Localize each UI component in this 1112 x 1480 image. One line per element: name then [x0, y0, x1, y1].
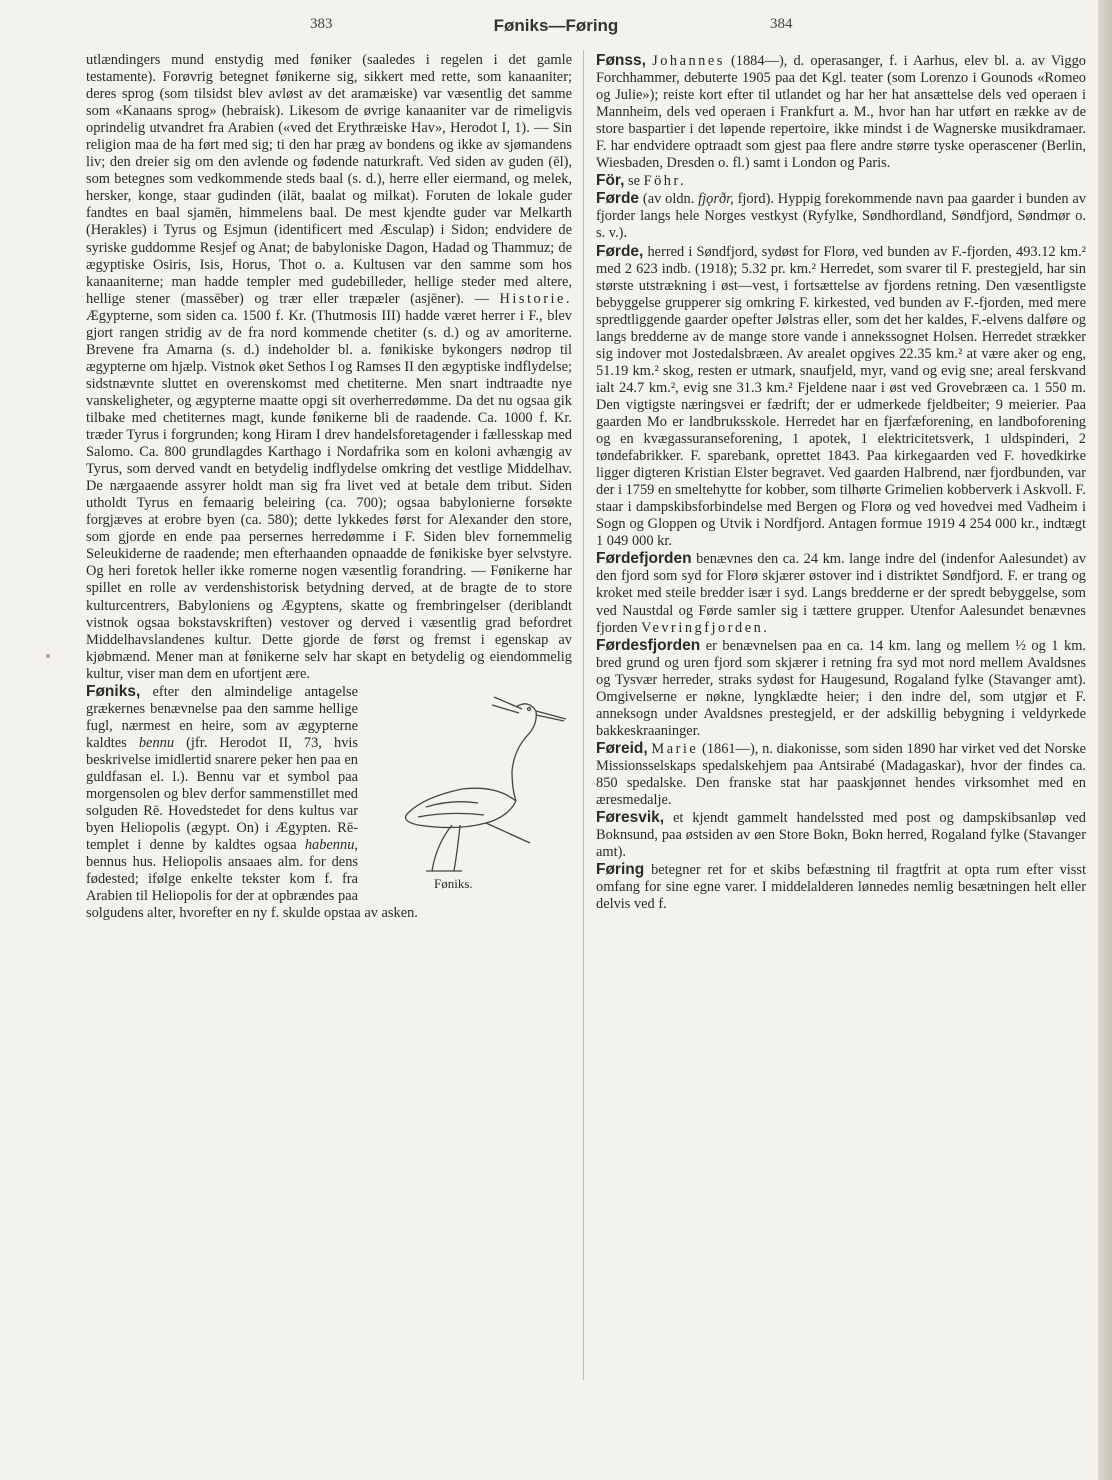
left-column [86, 52, 572, 922]
headword-foniks: Føniks, [86, 682, 141, 700]
historie-label: Historie. [499, 290, 572, 307]
entry-fordefjorden: Førdefjorden benævnes den ca. 24 km. lange indre del (indenfor Aalesundet) av den fjord som syd for Florø skjærer østover ind i distriktet Søndfjord. F. er trang og kroket med steile bredder især i syd. Langs bredderne er der spredt bebyggelse, som ved Naustdal og Førde samler sig i tættere grupper. Utenfor Aalesundet benævnes fjorden Vevringfjorden. [596, 550, 1086, 636]
figure-caption: Føniks. [434, 875, 473, 891]
column-divider [583, 50, 584, 1380]
headword-fordesfjorden: Førdesfjorden [596, 636, 701, 654]
headword-foreid: Føreid, [596, 739, 648, 757]
right-column [596, 52, 1086, 913]
page-title: Føniks—Føring [493, 16, 619, 35]
headword-foresvik: Føresvik, [596, 809, 665, 827]
entry-foresvik: Føresvik, et kjendt gammelt handelssted med post og dampskibsanløp ved Boknsund, paa østsiden av øen Store Bokn, Bokn herred, Rogaland fylke (Stavanger amt). [596, 809, 1086, 861]
entry-fordesfjorden: Førdesfjorden er benævnelsen paa en ca. 14 km. lang og mellem ½ og 1 km. bred grund og uren fjord som skjærer i retning fra syd mot nord mellem Avaldsnes og Tysvær herreder, straks sydøst for Haugesund, Rogaland fylke (Stavanger amt). Omgivelserne er nøkne, lyngklædte heier; i den indre del, som utgjør et F. anneksogn under Avaldsnes prestegjeld, er der adskillig bebygning i veldyrkede bakkeskraaninger. [596, 636, 1086, 739]
foniker-continuation: utlændingers mund enstydig med føniker (saaledes i regelen i det gamle testamente). Forøvrig betegnet fønikerne sig, sikkert med rette, som kanaaniter; deres sprog (som tilsidst blev avløst av det aramæiske) var væsentlig det samme som «Kanaans sprog» (hebraisk). Likesom de øvrige kanaaniter var de rimeligvis oprindelig utvandret fra Arabien («ved det Erythræiske Hav», Herodot I, 1). — Sin religion maa de ha ført med sig; ti den har præg av bondens og ikke av sjømandens liv; den dreier sig om den avlende og fødende naturkraft. Ved siden av guden (ēl), som betegnes som vedkommende steds baal (s. d.), herre eller eiermand, og melek, hersker, konge, staar gudinden (ilāt, baalat og milkat). Foruten de lokale guder fandtes en baal sjamēn, himmelens baal. De mest kjendte guder var Melkarth (Herakles) i Tyrus og Esjmun (identificert med Æsculap) i Sidon; endvidere de syriske guddomme Resjef og Anat; de babyloniske Dagon, Hadad og Thammuz; de ægyptiske Osiris, Isis, Horus, Thot o. a. Kultusen var den samme som hos kanaaniterne; man hadde templer med gudebilleder, hellige steder med altere, hellige stener (massēber) og trær eller træpæler (asjēner). — Historie. Ægypterne, som siden ca. 1500 f. Kr. (Thutmosis III) hadde været herrer i F., blev gjort rangen stridig av de fra nord kommende chetiter (s. d.) og av amoriterne. Brevene fra Amarna (s. d.) indeholder bl. a. fønikiske bykongers nødrop til ægypterne om hjælp. Vistnok øket Sethos I og Ramses II den ægyptiske indflydelse; sidstnævnte sluttet en overenskomst med chetiterne. Men snart indtraadte nye vanskeligheter, og ægypterne maatte opgi sit overherredømme. Da det nu ogsaa gik tilbake med chetiternes magt, kunde fønikerne bli de raadende. Ca. 1000 f. Kr. træder Tyrus i forgrunden; kong Hiram I drev handelsforetagender i fællesskap med Salomo. Ca. 800 grundlagdes Karthago i Nordafrika som en koloni avhængig av Tyrus, som derved vandt en betydelig indflydelse omkring det vestlige Middelhav. De nærgaaende assyrer holdt man sig fra livet ved at betale dem tribut. Siden utholdt Tyrus en femaarig beleiring (ca. 700); ogsaa babylonierne forsøkte forgjæves at erobre byen (ca. 580); dette lykkedes først for Alexander den store, som gjorde en ende paa persernes herredømme i F. Siden blev fornemmelig Seleukiderne de raadende; men efterhaanden opnaadde de fønikiske byer selvstyre. Og heri foretok heller ikke romerne nogen væsentlig forandring. — Fønikerne har spillet en rolle av verdenshistorisk betydning derved, at de bragte de to store kulturcentrers, Babyloniens og Ægyptens, skatte og frembringelser (deriblandt vistnok ogsaa bokstavskriften) vestover og derved i væsentlig grad befordret Middelhavslandenes kultur. Dette gjorde de først og fremst i egenskap av kjøbmænd. Mener man at fønikerne selv har skapt en betydelig og eiendommelig kultur, viser man dem en ufortjent ære. [86, 52, 572, 682]
entry-forde-herred: Førde, herred i Søndfjord, sydøst for Florø, ved bunden av F.-fjorden, 493.12 km.² med 2 623 indb. (1918); 5.32 pr. km.² Herredet, som svarer til F. prestegjeld, har sin største utstrækning i øst—vest, i fortsættelse av fjordens retning. Den væsentligste bebyggelse grupperer sig omkring F. kirkested, ved bunden av F.-fjorden, med mere spredtliggende gaarder opefter Jølstras eller, som det her kaldes, F.-elvens dalføre og langs bredderne av de mange store vande i annekssognet Holsen. Herredet strækker sig indover mot Jostedalsbræen. Av arealet opgives 22.35 km.² at være aker og eng, 51.19 km.² skog, resten er utmark, snaufjeld, myr, vand og evig sne; areal ferskvand ialt 24.7 km.², evig sne 31.3 km.² Fjeldene naar i øst ved Grovebræen ca. 1 550 m. Den vigtigste næringsvei er fædrift; der er udmerkede fjeldbeiter; 9 meierier. Paa gaarden Mo er landbruksskole. Herredet har en fjærfæforening, en landboforening og en kvægassuranseforening, 1 apotek, 1 elektricitetsverk, 1 uldspinderi, 2 tøndefabrikker. F. sparebank, oprettet 1843. Paa kirkegaarden ved F. hovedkirke ligger digteren Kristian Elster begravet. Ved gaarden Halbrend, nær fjordbunden, var der i 1759 en smeltehytte for kobber, som tilhørte Grimelien kobberverk i Askvoll. F. staar i dampskibsforbindelse med Bergen og Florø og ved hovedvei med Vadheim i Sogn og Gloppen og Utvik i Nordfjord. Antagen formue 1919 4 254 000 kr., indtægt 1 049 000 kr. [596, 242, 1086, 550]
foniks-figure [366, 685, 572, 897]
headword-fohr: För, [596, 172, 625, 190]
heron-illustration [366, 685, 572, 875]
headword-fordefjorden: Førdefjorden [596, 550, 692, 568]
entry-foreid: Føreid, Marie (1861—), n. diakonisse, som siden 1890 har virket ved det Norske Missionsselskaps spedalskehjem paa Antsirabé (Madagaskar), hvor der findes ca. 850 spedalske. Den franske stat har paaskjønnet hendes virksomhet med en æresmedalje. [596, 739, 1086, 809]
headword-forde-gaard: Førde [596, 190, 640, 208]
headword-foring: Føring [596, 861, 645, 879]
headword-fonss: Fønss, [596, 52, 646, 69]
entry-forde-gaard: Førde (av oldn. fjǫrðr, fjord). Hyppig forekommende navn paa gaarder i bunden av fjorder langs hele Norges vestkyst (Ryfylke, Søndhordland, Søndfjord, Søndmør o. s. v.). [596, 190, 1086, 242]
page-number-left: 383 [310, 16, 333, 32]
page-number-right: 384 [770, 16, 793, 32]
entry-foring: Føring betegner ret for et skibs befæstning til fragtfrit at opta rum efter visst omfang for sine egne varer. I middelalderen lønnedes nemlig besætningen helt eller delvis ved f. [596, 861, 1086, 913]
headword-forde-herred: Førde, [596, 242, 644, 260]
book-edge [1098, 0, 1112, 1480]
entry-foniks: Føniks. Føniks, efter den almindelige antagelse grækernes benævnelse paa den samme hellige fugl, nærmest en heire, som av ægypterne kaldtes bennu (jfr. Herodot II, 73, hvis beskrivelse imidlertid snarere peker hen paa en guldfasan el. l.). Bennu var et symbol paa morgensolen og blev derfor sammenstillet med solguden Rē. Hovedstedet for dens kultus var byen Heliopolis (ægypt. On) i Ægypten. Rē-templet i denne by kaldtes ogsaa habennu, bennus hus. Heliopolis ansaaes alm. for dens fødested; ifølge enkelte tekster kom f. fra Arabien til Heliopolis for der at opbrændes paa solgudens alter, hvorefter en ny f. skulde opstaa av asken. [86, 683, 572, 923]
entry-fonss: Fønss, Johannes (1884—), d. operasanger, f. i Aarhus, elev bl. a. av Viggo Forchhammer, debuterte 1905 paa det Kgl. teater (som Lorenzo i Gounods «Romeo og Julie»); reiste kort efter til utlandet og har her hat ansættelse dels ved operaen i Mannheim, dels ved operaen i Frankfurt a. M., hvor han har utført en række av de store baspartier i det løpende repertoire, ikke mindst i de Wagnerske musikdramaer. F. har endvidere optraadt som gjest paa flere andre større tyske operascener (Berlin, Wiesbaden, Dresden o. fl.) samt i London og Paris. [596, 52, 1086, 172]
entry-fohr: För, se Föhr. [596, 172, 687, 190]
margin-mark [46, 654, 50, 658]
